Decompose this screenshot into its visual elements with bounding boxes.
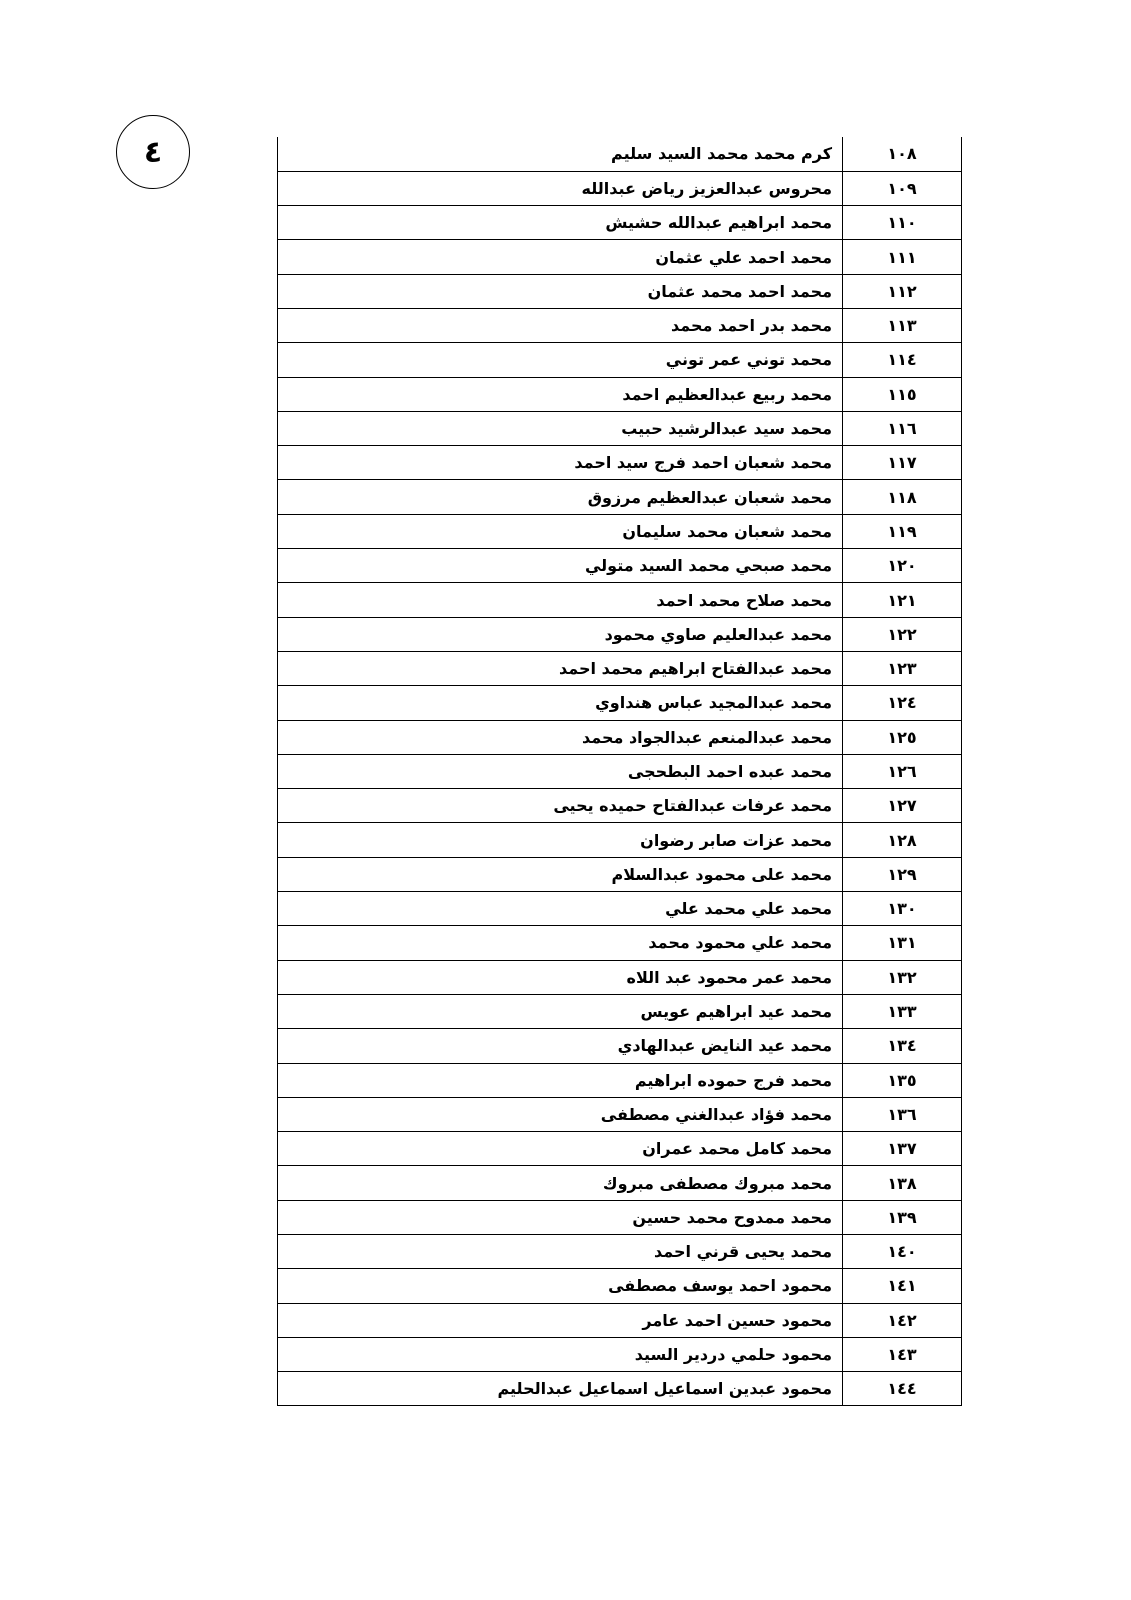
row-number: ١١٢ xyxy=(843,274,962,308)
row-name: محمد عرفات عبدالفتاح حميده يحيى xyxy=(278,789,843,823)
row-name: محمد علي محمد علي xyxy=(278,892,843,926)
table-row xyxy=(278,1235,962,1269)
table-row xyxy=(278,137,962,171)
row-name: محمد عيد ابراهيم عويس xyxy=(278,994,843,1028)
table-row xyxy=(278,1269,962,1303)
row-number: ١٣١ xyxy=(843,926,962,960)
row-name: محمد يحيى قرني احمد xyxy=(278,1235,843,1269)
row-number: ١٤٤ xyxy=(843,1372,962,1406)
row-number: ١١٦ xyxy=(843,411,962,445)
row-number: ١٢١ xyxy=(843,583,962,617)
page-number: ٤ xyxy=(143,134,163,170)
row-name: محمد عبدالعليم صاوي محمود xyxy=(278,617,843,651)
table-row xyxy=(278,446,962,480)
row-name: محمد عبدالمجيد عباس هنداوي xyxy=(278,686,843,720)
row-name: محمود احمد يوسف مصطفى xyxy=(278,1269,843,1303)
table-row xyxy=(278,789,962,823)
row-number: ١١٨ xyxy=(843,480,962,514)
table-row xyxy=(278,308,962,342)
table-row xyxy=(278,411,962,445)
table-row xyxy=(278,857,962,891)
row-name: محمد مبروك مصطفى مبروك xyxy=(278,1166,843,1200)
row-name: محمد ابراهيم عبدالله حشيش xyxy=(278,206,843,240)
row-name: محمد فؤاد عبدالغني مصطفى xyxy=(278,1097,843,1131)
row-name: محمد فرج حموده ابراهيم xyxy=(278,1063,843,1097)
table-row xyxy=(278,206,962,240)
row-number: ١١٠ xyxy=(843,206,962,240)
table-row xyxy=(278,994,962,1028)
row-name: محمد توني عمر توني xyxy=(278,343,843,377)
row-number: ١١٤ xyxy=(843,343,962,377)
row-name: محمود حسين احمد عامر xyxy=(278,1303,843,1337)
page-number-badge xyxy=(116,115,190,189)
row-name: محمد عيد النايض عبدالهادي xyxy=(278,1029,843,1063)
table-row xyxy=(278,1372,962,1406)
row-name: محمد شعبان احمد فرج سيد احمد xyxy=(278,446,843,480)
table-row xyxy=(278,274,962,308)
row-number: ١١٣ xyxy=(843,308,962,342)
row-name: محروس عبدالعزيز رياض عبدالله xyxy=(278,171,843,205)
row-number: ١٤١ xyxy=(843,1269,962,1303)
row-name: محمد على محمود عبدالسلام xyxy=(278,857,843,891)
table-row xyxy=(278,617,962,651)
row-name: محمد عبده احمد البطحجى xyxy=(278,754,843,788)
row-number: ١١٩ xyxy=(843,514,962,548)
names-table xyxy=(277,137,962,1406)
row-number: ١٣٤ xyxy=(843,1029,962,1063)
table-row xyxy=(278,720,962,754)
row-name: محمد صلاح محمد احمد xyxy=(278,583,843,617)
row-name: محمد احمد علي عثمان xyxy=(278,240,843,274)
row-number: ١٠٨ xyxy=(843,137,962,171)
row-number: ١٢٢ xyxy=(843,617,962,651)
table-row xyxy=(278,1303,962,1337)
table-row xyxy=(278,583,962,617)
row-number: ١٤٣ xyxy=(843,1337,962,1371)
row-name: محمد شعبان عبدالعظيم مرزوق xyxy=(278,480,843,514)
table-row xyxy=(278,960,962,994)
table-row xyxy=(278,377,962,411)
row-number: ١٣٩ xyxy=(843,1200,962,1234)
table-row xyxy=(278,1337,962,1371)
row-number: ١٣٦ xyxy=(843,1097,962,1131)
table-row xyxy=(278,754,962,788)
row-name: كرم محمد محمد السيد سليم xyxy=(278,137,843,171)
row-number: ١٣٥ xyxy=(843,1063,962,1097)
row-name: محمد عمر محمود عبد اللاه xyxy=(278,960,843,994)
row-name: محمد ممدوح محمد حسين xyxy=(278,1200,843,1234)
row-number: ١٢٧ xyxy=(843,789,962,823)
table-row xyxy=(278,343,962,377)
row-number: ١٢٤ xyxy=(843,686,962,720)
row-number: ١٢٠ xyxy=(843,549,962,583)
row-number: ١٣٠ xyxy=(843,892,962,926)
row-number: ١٢٥ xyxy=(843,720,962,754)
row-number: ١٢٨ xyxy=(843,823,962,857)
table-row xyxy=(278,892,962,926)
table-row xyxy=(278,1200,962,1234)
row-name: محمد ربيع عبدالعظيم احمد xyxy=(278,377,843,411)
table-row xyxy=(278,1063,962,1097)
row-name: محمد سيد عبدالرشيد حبيب xyxy=(278,411,843,445)
row-number: ١٤٠ xyxy=(843,1235,962,1269)
row-number: ١١٧ xyxy=(843,446,962,480)
row-number: ١٢٩ xyxy=(843,857,962,891)
table-row xyxy=(278,171,962,205)
table-row xyxy=(278,1097,962,1131)
row-name: محمد صبحي محمد السيد متولي xyxy=(278,549,843,583)
row-name: محمود حلمي دردير السيد xyxy=(278,1337,843,1371)
row-number: ١٣٣ xyxy=(843,994,962,1028)
row-name: محمد علي محمود محمد xyxy=(278,926,843,960)
row-name: محمد عزات صابر رضوان xyxy=(278,823,843,857)
row-name: محمد كامل محمد عمران xyxy=(278,1132,843,1166)
names-table-body xyxy=(278,137,962,1406)
table-row xyxy=(278,1166,962,1200)
row-name: محمود عبدين اسماعيل اسماعيل عبدالحليم xyxy=(278,1372,843,1406)
row-name: محمد بدر احمد محمد xyxy=(278,308,843,342)
row-number: ١١١ xyxy=(843,240,962,274)
row-name: محمد عبدالمنعم عبدالجواد محمد xyxy=(278,720,843,754)
row-number: ١٢٦ xyxy=(843,754,962,788)
row-number: ١٠٩ xyxy=(843,171,962,205)
row-name: محمد احمد محمد عثمان xyxy=(278,274,843,308)
row-name: محمد عبدالفتاح ابراهيم محمد احمد xyxy=(278,651,843,685)
row-name: محمد شعبان محمد سليمان xyxy=(278,514,843,548)
row-number: ١٣٧ xyxy=(843,1132,962,1166)
row-number: ١٣٨ xyxy=(843,1166,962,1200)
table-row xyxy=(278,823,962,857)
table-row xyxy=(278,651,962,685)
table-row xyxy=(278,1029,962,1063)
table-row xyxy=(278,480,962,514)
row-number: ١٤٢ xyxy=(843,1303,962,1337)
table-row xyxy=(278,514,962,548)
row-number: ١٣٢ xyxy=(843,960,962,994)
table-row xyxy=(278,240,962,274)
table-row xyxy=(278,1132,962,1166)
table-row xyxy=(278,926,962,960)
row-number: ١١٥ xyxy=(843,377,962,411)
row-number: ١٢٣ xyxy=(843,651,962,685)
table-row xyxy=(278,686,962,720)
table-row xyxy=(278,549,962,583)
